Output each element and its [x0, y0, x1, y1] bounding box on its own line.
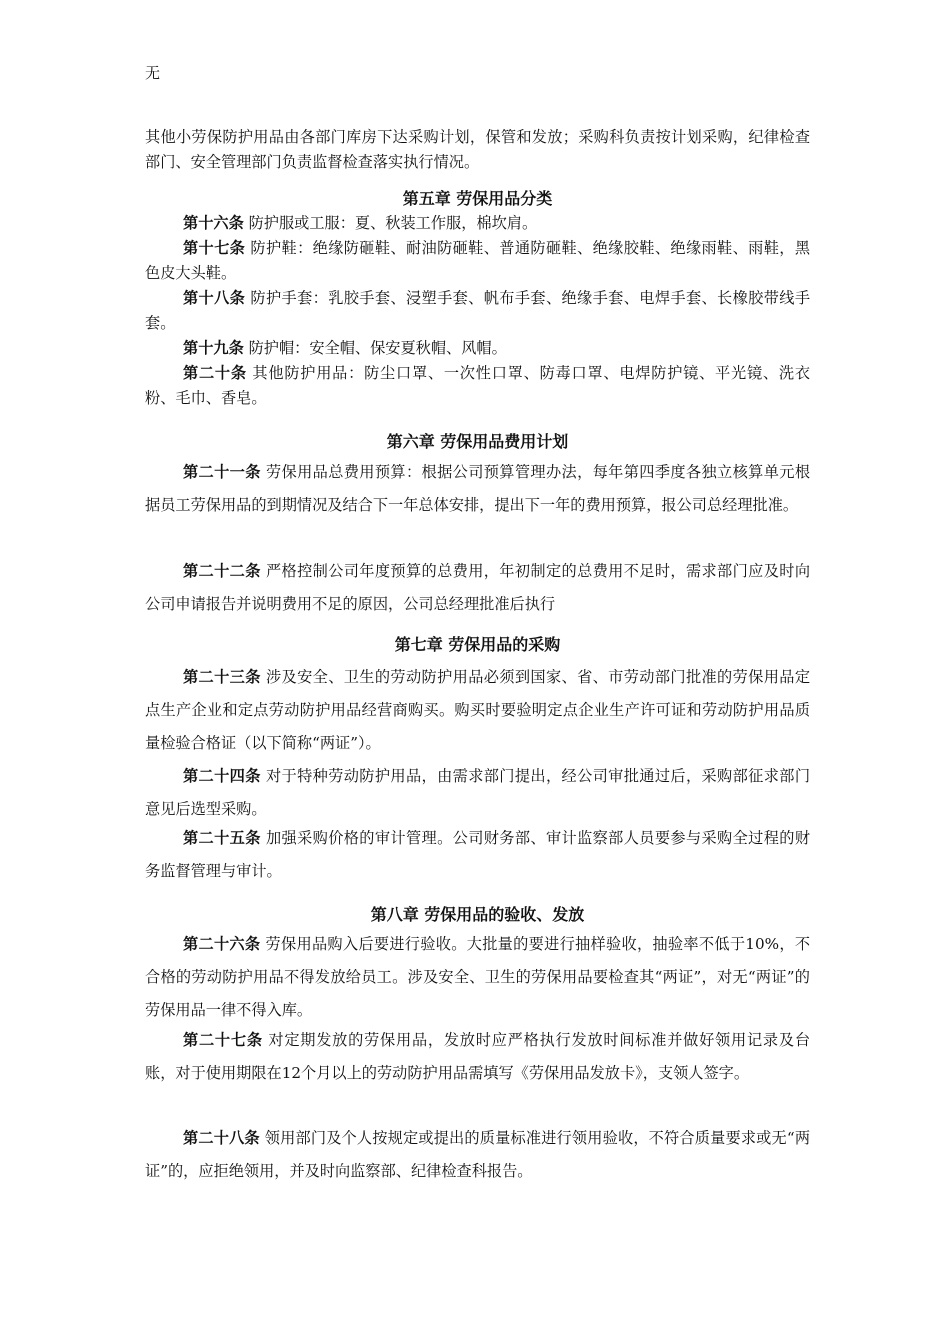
article-text: 严格控制公司年度预算的总费用，年初制定的总费用不足时，需求部门应及时向公司申请报告并说明费用不足的原因，公司总经理批准后执行	[145, 562, 811, 613]
article-28	[145, 1122, 810, 1188]
article-text: 劳保用品总费用预算：根据公司预算管理办法，每年第四季度各独立核算单元根据员工劳保用品的到期情况及结合下一年总体安排，提出下一年的费用预算，报公司总经理批准。	[145, 463, 811, 514]
article-number: 第二十四条	[183, 767, 261, 785]
article-26	[145, 928, 810, 1027]
article-text: 领用部门及个人按规定或提出的质量标准进行领用验收，不符合质量要求或无“两证”的，应拒绝领用，并及时向监察部、纪律检查科报告。	[145, 1129, 811, 1180]
intro-paragraph: 其他小劳保防护用品由各部门库房下达采购计划，保管和发放；采购科负责按计划采购，纪律检查部门、安全管理部门负责监督检查落实执行情况。	[145, 128, 810, 171]
article-text: 防护帽：安全帽、保安夏秋帽、风帽。	[248, 339, 507, 357]
article-number: 第十九条	[183, 339, 244, 357]
chapter-7-title: 第七章 劳保用品的采购	[394, 635, 561, 654]
article-text: 对于特种劳动防护用品，由需求部门提出，经公司审批通过后，采购部征求部门意见后选型采购。	[145, 767, 811, 818]
chapter-5-title: 第五章 劳保用品分类	[402, 189, 553, 208]
chapter-8-title: 第八章 劳保用品的验收、发放	[370, 905, 585, 924]
article-24	[145, 760, 810, 826]
article-20	[145, 361, 810, 411]
article-21	[145, 456, 810, 522]
article-number: 第二十二条	[183, 562, 261, 580]
article-text: 防护鞋：绝缘防砸鞋、耐油防砸鞋、普通防砸鞋、绝缘胶鞋、绝缘雨鞋、雨鞋，黑色皮大头鞋。	[145, 239, 811, 282]
article-text: 加强采购价格的审计管理。公司财务部、审计监察部人员要参与采购全过程的财务监督管理与审计。	[145, 829, 811, 880]
article-22	[145, 555, 810, 621]
article-number: 第二十八条	[183, 1129, 260, 1147]
article-number: 第二十七条	[183, 1031, 263, 1049]
article-text: 劳保用品购入后要进行验收。大批量的要进行抽样验收，抽验率不低于10%，不合格的劳动防护用品不得发放给员工。涉及安全、卫生的劳保用品要检查其“两证”，对无“两证”的劳保用品一律不得入库。	[145, 935, 811, 1019]
article-text: 涉及安全、卫生的劳动防护用品必须到国家、省、市劳动部门批准的劳保用品定点生产企业和定点劳动防护用品经营商购买。购买时要验明定点企业生产许可证和劳动防护用品质量检验合格证（以下简称“两证”）。	[145, 668, 811, 752]
article-number: 第二十六条	[183, 935, 261, 953]
article-text: 防护服或工服：夏、秋装工作服，棉坎肩。	[248, 214, 538, 232]
article-number: 第十六条	[183, 214, 244, 232]
article-number: 第十八条	[183, 289, 246, 307]
article-number: 第二十条	[183, 364, 247, 382]
article-text: 对定期发放的劳保用品，发放时应严格执行发放时间标准并做好领用记录及台账，对于使用期限在12个月以上的劳动防护用品需填写《劳保用品发放卡》，支领人签字。	[145, 1031, 810, 1082]
chapter-6-title: 第六章 劳保用品费用计划	[386, 432, 569, 451]
article-number: 第二十一条	[183, 463, 261, 481]
article-16	[145, 211, 810, 236]
article-23	[145, 661, 810, 760]
article-number: 第二十三条	[183, 668, 261, 686]
article-text: 防护手套：乳胶手套、浸塑手套、帆布手套、绝缘手套、电焊手套、长橡胶带线手套。	[145, 289, 811, 332]
article-number: 第十七条	[183, 239, 246, 257]
article-18	[145, 286, 810, 336]
article-number: 第二十五条	[183, 829, 261, 847]
article-17	[145, 236, 810, 286]
article-25	[145, 822, 810, 888]
article-19	[145, 336, 810, 361]
header-label: 无	[145, 64, 161, 82]
article-27	[145, 1024, 810, 1090]
article-text: 其他防护用品：防尘口罩、一次性口罩、防毒口罩、电焊防护镜、平光镜、洗衣粉、毛巾、香皂。	[145, 364, 810, 407]
